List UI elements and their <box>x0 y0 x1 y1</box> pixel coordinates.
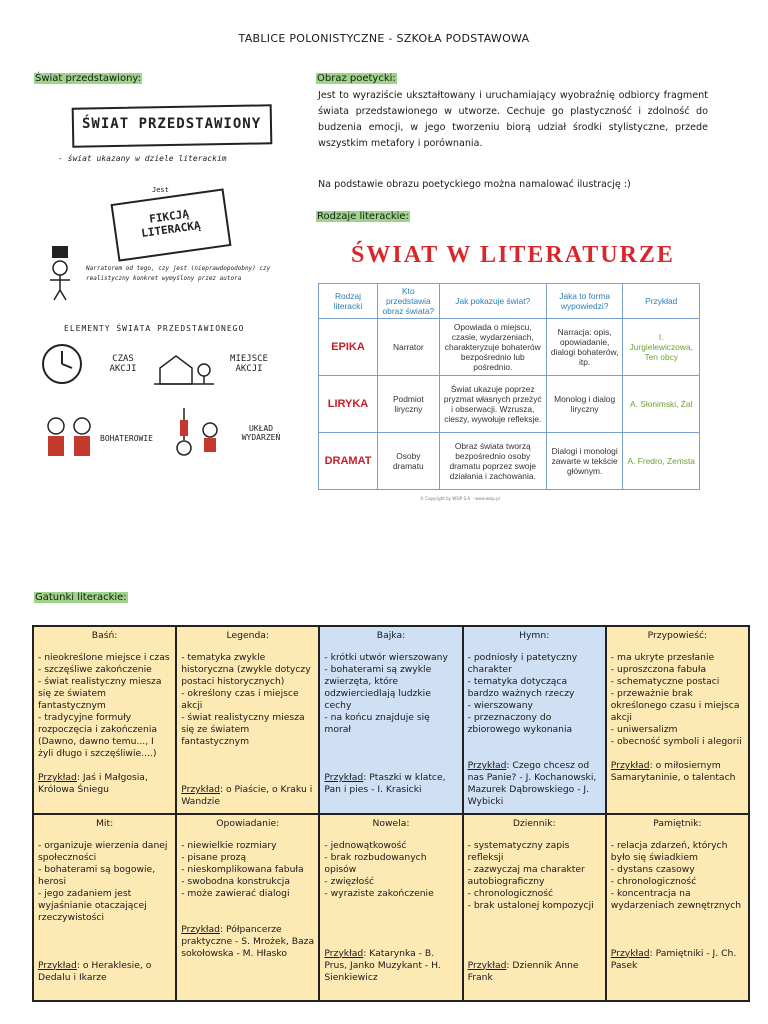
genre-cell <box>463 626 606 814</box>
genre-title: Hymn: <box>519 630 550 641</box>
lit-cell: Świat ukazuje poprzez pryzmat własnych przeżyć i obserwacji. Wzrusza, cieszy, wywołuje refleksje. <box>439 376 546 433</box>
table-row <box>319 376 700 433</box>
plot-figures-icon <box>170 404 230 464</box>
genre-cell <box>176 626 319 814</box>
example-label: Przykład <box>181 923 220 935</box>
genre-cell <box>463 814 606 1002</box>
example-label: Przykład <box>38 772 77 783</box>
sketch-time: CZAS AKCJI <box>109 354 137 374</box>
genres-heading: Gatunki literackie: <box>35 592 127 603</box>
lit-cell: Narrator <box>378 319 440 376</box>
sketch-fiction-top: Jest <box>152 186 169 194</box>
sketch-fiction: FIKCJĄ LITERACKĄ <box>140 207 202 241</box>
genre-cell <box>33 814 176 1002</box>
example-label: Przykład <box>324 947 364 959</box>
genre-title: Baśń: <box>91 630 118 641</box>
genre-example: : Półpancerze praktyczne - S. Mrożek, Baza sokołowska - M. Hłasko <box>181 923 315 959</box>
literature-table <box>318 242 708 490</box>
genre-body: - relacja zdarzeń, których było się świadkiem - dystans czasowy - chronologiczność - koncentracja na wydarzeniach zewnętrznych <box>610 839 742 911</box>
left-heading: Świat przedstawiony: <box>35 73 141 84</box>
genre-body: - jednowątkowość - brak rozbudowanych opisów - zwięzłość - wyraziste zakończenie <box>324 839 434 899</box>
genre-cell <box>606 626 749 814</box>
genre-cell <box>176 814 319 1002</box>
genre-title: Pamiętnik: <box>653 817 702 829</box>
genres-grid <box>32 625 750 1002</box>
lit-example: I. Jurgielewiczowa, Ten obcy <box>623 319 700 376</box>
genre-example: : o Piaście, o Kraku i Wandzie <box>181 784 313 807</box>
lit-cell: Podmiot liryczny <box>378 376 440 433</box>
genre-title: Bajka: <box>376 630 406 641</box>
sketch-subtitle: - świat ukazany w dziele literackim <box>58 154 227 163</box>
heroes-icon <box>42 414 98 460</box>
poetic-note: Na podstawie obrazu poetyckiego można namalować ilustrację :) <box>318 179 631 190</box>
lit-header: Przykład <box>623 284 700 319</box>
lit-title: ŚWIAT W LITERATURZE <box>351 242 675 268</box>
genre-example: : Katarynka - B. Prus, Janko Muzykant - H. Sienkiewicz <box>324 947 441 983</box>
kinds-heading: Rodzaje literackie: <box>317 211 409 222</box>
lit-cell: Narracja: opis, opowiadanie, dialogi bohaterów, itp. <box>546 319 623 376</box>
genre-title: Opowiadanie: <box>216 817 280 829</box>
example-label: Przykład <box>467 760 507 771</box>
genre-cell <box>319 814 462 1002</box>
genre-body: - krótki utwór wierszowany - bohaterami są zwykle zwierzęta, które odzwierciedlają ludzkie cechy - na końcu znajduje się morał <box>324 652 448 735</box>
genre-example: : Jaś i Małgosia, Królowa Śniegu <box>38 772 148 795</box>
genre-example: : Czego chcesz od nas Panie? - J. Kochanowski, Mazurek Dąbrowskiego - J. Wybicki <box>467 760 597 807</box>
lit-example: A. Fredro, Zemsta <box>623 433 700 490</box>
example-label: Przykład <box>610 947 650 959</box>
lit-kind: EPIKA <box>319 319 378 376</box>
table-row <box>319 433 700 490</box>
genre-example: : Pamiętniki - J. Ch. Pasek <box>610 947 737 971</box>
genre-body: - podniosły i patetyczny charakter - tematyka dotycząca bardzo ważnych rzeczy - wierszowany - przeznaczony do zbiorowego wykonania <box>467 652 578 735</box>
sketch-plot: UKŁAD WYDARZEŃ <box>241 424 281 442</box>
example-label: Przykład <box>181 784 220 795</box>
genre-example: : o Heraklesie, o Dedalu i Ikarze <box>38 959 152 983</box>
lit-kind: DRAMAT <box>319 433 378 490</box>
genre-title: Mit: <box>96 817 114 829</box>
genre-cell <box>319 626 462 814</box>
example-label: Przykład <box>467 959 507 971</box>
genre-cell <box>606 814 749 1002</box>
lit-table <box>318 283 700 490</box>
example-label: Przykład <box>38 959 77 971</box>
genre-title: Nowela: <box>372 817 410 829</box>
genre-title: Legenda: <box>226 630 270 641</box>
genre-title: Przypowieść: <box>647 630 708 641</box>
sketch-illustration <box>34 92 290 484</box>
page-title: TABLICE POLONISTYCZNE - SZKOŁA PODSTAWOWA <box>238 32 530 45</box>
genre-body: - organizuje wierzenia danej społeczności - bohaterami są bogowie, herosi - jego zadaniem jest wyjaśnianie otaczającej rzeczywistości <box>38 839 168 923</box>
lit-cell: Opowiada o miejscu, czasie, wydarzeniach, charakteryzuje bohaterów bezpośrednio lub pośrednio. <box>439 319 546 376</box>
sketch-narrator-note: Narratorem od tego, czy jest (nieprawdopodobny) czy realistyczny konkret wymyślony przez autora <box>86 265 271 282</box>
clock-icon <box>40 342 84 386</box>
sketch-heroes: BOHATEROWIE <box>100 434 153 443</box>
genre-body: - tematyka zwykle historyczna (zwykle dotyczy postaci historycznych) - określony czas i miejsce akcji - świat realistyczny miesza się ze światem fantastycznym <box>181 652 311 747</box>
genre-example: : o miłosiernym Samarytaninie, o talentach <box>610 760 736 783</box>
table-row <box>319 319 700 376</box>
lit-header: Jak pokazuje świat? <box>439 284 546 319</box>
lit-cell: Obraz świata tworzą bezpośrednio osoby dramatu poprzez swoje działania i zachowania. <box>439 433 546 490</box>
lit-header: Kto przedstawia obraz świata? <box>378 284 440 319</box>
lit-cell: Monolog i dialog liryczny <box>546 376 623 433</box>
poetic-text: Jest to wyraziście ukształtowany i uruchamiający wyobraźnię odbiorcy fragment świata przedstawionego w utworze. Cechuje go plastyczność i zdolność do budzenia emocji, w jego tworzeniu biorą udział środki stylistyczne, przede wszystkim metafory i porównania. <box>318 90 708 149</box>
lit-cell: Dialogi i monologi zawarte w tekście głównym. <box>546 433 623 490</box>
lit-cell: Osoby dramatu <box>378 433 440 490</box>
genre-example: : Ptaszki w klatce, Pan i pies - I. Krasicki <box>324 772 446 795</box>
house-icon <box>154 350 214 390</box>
genre-example: : Dziennik Anne Frank <box>467 959 579 983</box>
lit-kind: LIRYKA <box>319 376 378 433</box>
lit-header: Rodzaj literacki <box>319 284 378 319</box>
lit-footer: © Copyright by WSiP S.A. · www.wsip.pl <box>420 496 500 501</box>
sketch-place: MIEJSCE AKCJI <box>230 354 268 374</box>
genre-cell <box>33 626 176 814</box>
genre-body: - nieokreślone miejsce i czas - szczęśliwe zakończenie - świat realistyczny miesza się ze światem fantastycznym - tradycyjne formuły rozpoczęcia i zakończenia (Dawno, dawno temu..., I żyli długo i szczęśliwie....) <box>38 652 170 759</box>
lit-header: Jaka to forma wypowiedzi? <box>546 284 623 319</box>
genre-body: - ma ukryte przesłanie - uproszczona fabuła - schematyczne postaci - przeważnie brak określonego czasu i miejsca akcji - uniwersalizm - obecność symboli i alegorii <box>610 652 742 747</box>
poetic-heading: Obraz poetycki: <box>317 73 396 84</box>
example-label: Przykład <box>610 760 650 771</box>
stick-figure-icon <box>42 242 82 302</box>
example-label: Przykład <box>324 772 364 783</box>
genre-title: Dziennik: <box>512 817 556 829</box>
sketch-title: ŚWIAT PRZEDSTAWIONY <box>82 116 262 132</box>
lit-example: A. Słonimski, Żal <box>623 376 700 433</box>
sketch-elements-title: ELEMENTY ŚWIATA PRZEDSTAWIONEGO <box>64 324 245 333</box>
genre-body: - niewielkie rozmiary - pisane prozą - nieskomplikowana fabuła - swobodna konstrukcja - może zawierać dialogi <box>181 839 304 899</box>
genre-body: - systematyczny zapis refleksji - zazwyczaj ma charakter autobiograficzny - chronologiczność - brak ustalonej kompozycji <box>467 839 594 911</box>
